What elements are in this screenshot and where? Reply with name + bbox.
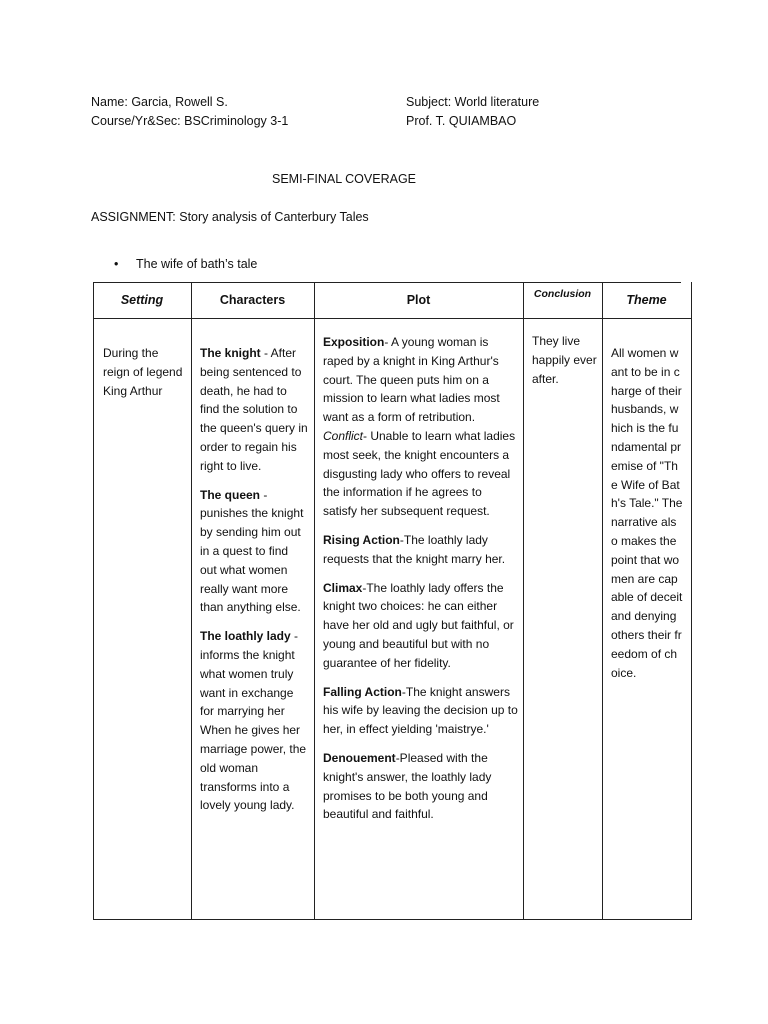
plot-stage-text: -The loathly lady offers the knight two choices: he can either have her old and ugly but faithful, or young and beautiful but with no guarantee of her fidelity. <box>323 580 514 670</box>
plot-climax <box>323 579 519 673</box>
character-name: The knight <box>200 346 261 360</box>
col-border-1 <box>191 282 192 920</box>
character-desc: - After being sentenced to death, he had to find the solution to the queen's query in order to regain his right to live. <box>200 346 308 473</box>
character-name: The loathly lady <box>200 629 291 644</box>
plot-exposition <box>323 333 519 427</box>
character-loathly-lady <box>200 627 308 815</box>
header-plot: Plot <box>406 293 431 307</box>
character-name: The queen <box>200 487 261 502</box>
name-label: Name: <box>91 95 128 109</box>
setting-cell: During the reign of legend King Arthur <box>103 346 183 398</box>
course-value: BSCriminology 3-1 <box>184 114 289 128</box>
plot-cell <box>323 333 519 834</box>
col-border-2 <box>314 282 315 920</box>
plot-stage-label: Falling Action <box>323 684 402 699</box>
plot-stage-label: Denouement <box>323 750 396 765</box>
character-knight <box>200 344 308 476</box>
plot-denouement <box>323 749 519 824</box>
header-row-border-right <box>611 318 692 319</box>
assignment-line <box>91 210 369 224</box>
header-theme: Theme <box>626 293 667 307</box>
plot-stage-text: -The loathly lady requests that the knight marry her. <box>323 532 506 566</box>
course-line <box>91 114 288 128</box>
plot-stage-text: -The knight answers his wife by leaving the decision up to her, in effect yielding 'maistrye.' <box>323 684 518 737</box>
subject-label: Subject: <box>406 95 452 109</box>
assignment-label: ASSIGNMENT: <box>91 210 176 224</box>
subject-value: World literature <box>454 95 540 109</box>
header-conclusion: Conclusion <box>533 288 592 300</box>
plot-stage-label: Rising Action <box>323 532 400 547</box>
character-desc: - informs the knight what women truly want in exchange for marrying her When he gives her marriage power, the old woman transforms into a lovely young lady. <box>200 629 307 813</box>
course-label: Course/Yr&Sec: <box>91 114 181 128</box>
plot-rising-action <box>323 531 519 569</box>
coverage-title: SEMI-FINAL COVERAGE <box>272 172 417 186</box>
header-characters: Characters <box>219 293 286 307</box>
theme-cell: All women want to be in charge of their husbands, which is the fundamental premise of "The Wife of Bath's Tale." The narrative also makes the point that women are capable of deceit and denying others their freedom of choice. <box>611 346 683 680</box>
header-row-border <box>93 318 611 319</box>
plot-stage-text: - Unable to learn what ladies most seek, the knight encounters a disgusting lady who offers to reveal the information if he agrees to satisfy her subsequent request. <box>323 428 516 519</box>
plot-conflict <box>323 427 519 521</box>
plot-stage-text: - A young woman is raped by a knight in King Arthur's court. The queen puts him on a mission to learn what ladies most want as a form of retribution. <box>323 335 500 425</box>
name-line <box>91 95 228 109</box>
professor: Prof. T. QUIAMBAO <box>406 114 517 128</box>
name-value: Garcia, Rowell S. <box>131 95 228 109</box>
story-analysis-table <box>93 282 692 920</box>
col-border-4 <box>602 282 603 920</box>
plot-stage-label: Climax <box>323 580 363 595</box>
characters-cell <box>200 344 308 825</box>
conclusion-cell: They live happily ever after. <box>532 334 597 386</box>
col-border-0 <box>93 282 94 920</box>
subject-line <box>406 95 539 109</box>
bullet-symbol: • <box>114 257 119 271</box>
plot-stage-label: Exposition <box>323 335 385 349</box>
col-border-3 <box>523 282 524 920</box>
col-border-5 <box>691 282 692 920</box>
character-desc: - punishes the knight by sending him out in a quest to find out what women really want more than anything else. <box>200 487 304 615</box>
plot-stage-label: Conflict <box>323 428 364 443</box>
plot-stage-text: -Pleased with the knight's answer, the loathly lady promises to be both young and beautiful and faithful. <box>323 750 492 822</box>
plot-falling-action <box>323 683 519 739</box>
character-queen <box>200 486 308 618</box>
assignment-text: Story analysis of Canterbury Tales <box>179 210 369 224</box>
bullet-tale-title: The wife of bath’s tale <box>136 257 258 271</box>
header-setting: Setting <box>120 293 164 307</box>
